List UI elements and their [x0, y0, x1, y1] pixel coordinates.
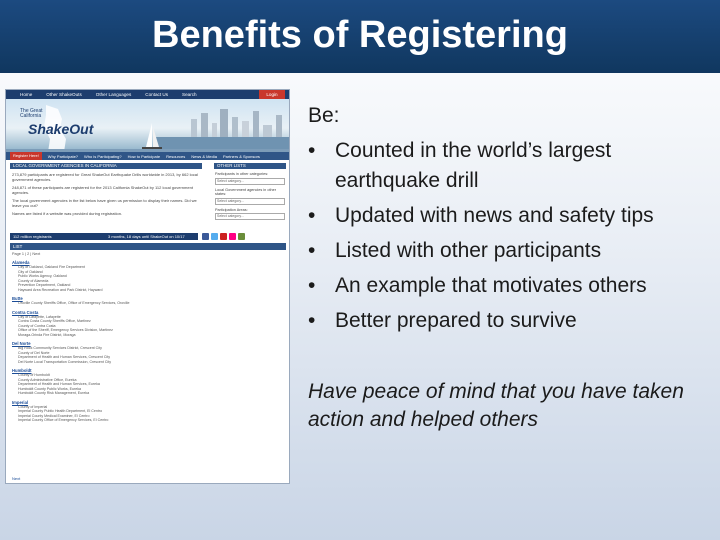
benefit-item	[308, 236, 708, 266]
group-alameda[interactable]: Alameda	[12, 260, 30, 265]
site-top-nav	[6, 90, 289, 99]
list-item[interactable]: Big Rock Community Services District, Crescent City	[18, 346, 102, 350]
benefit-text: An example that motivates others	[335, 274, 647, 297]
agency-list	[12, 252, 286, 423]
list-item[interactable]: City of Lafayette, Lafayette	[18, 314, 61, 319]
other-lists-panel	[214, 163, 286, 221]
partners-sponsors-link[interactable]: Partners & Sponsors	[223, 153, 260, 159]
list-item[interactable]: County of Humboldt	[18, 373, 50, 377]
benefit-text: Updated with news and safety tips	[335, 204, 654, 227]
list-heading: LIST	[10, 243, 286, 250]
section-text-3: The local government agencies in the list below have given us permission to display their names. Did we leave you out?	[12, 198, 197, 208]
site-banner	[6, 99, 289, 152]
list-item[interactable]: Imperial County Public Health Department, El Centro	[18, 409, 103, 413]
benefit-text: Better prepared to survive	[335, 309, 577, 332]
side-label-2: Local Government agencies in other states:	[215, 187, 276, 197]
section-heading: LOCAL GOVERNMENT AGENCIES IN CALIFORNIA	[10, 163, 202, 169]
group-del-norte[interactable]: Del Norte	[12, 341, 31, 346]
list-item[interactable]: County of Alameda	[18, 278, 49, 283]
bullet-icon: •	[308, 239, 316, 262]
site-sub-nav	[6, 152, 289, 160]
bullet-icon: •	[308, 139, 316, 162]
group-humboldt[interactable]: Humboldt	[12, 368, 32, 373]
who-participating-link[interactable]: Who is Participating?	[84, 153, 122, 159]
slide-title: Benefits of Registering	[152, 14, 568, 56]
list-item[interactable]: City of Oakland	[18, 269, 43, 274]
title-bar	[0, 0, 720, 73]
group-butte[interactable]: Butte	[12, 296, 23, 301]
list-item[interactable]: Imperial County Medical Examiner, El Centro	[18, 413, 90, 418]
list-item[interactable]: County Administrative Office, Eureka	[18, 377, 77, 382]
how-to-participate-link[interactable]: How to Participate	[127, 153, 161, 159]
nav-search[interactable]: Search	[182, 92, 197, 97]
logo-small-text: The Great California	[20, 108, 43, 119]
news-media-link[interactable]: News & Media	[191, 153, 217, 159]
resources-link[interactable]: Resources	[166, 153, 186, 159]
list-item[interactable]: Oroville County Sheriffs Office, Office of Emergency Services, Oroville	[18, 301, 130, 305]
nav-other-languages[interactable]: Other Languages	[95, 92, 132, 97]
section-text-2: 248,871 of these participants are registered for the 2013 California ShakeOut by 112 local government agencies.	[12, 185, 193, 195]
nav-other-shakeouts[interactable]: Other ShakeOuts	[46, 92, 82, 97]
list-item[interactable]: Humboldt County Risk Management, Eureka	[18, 391, 90, 395]
group-contra-costa[interactable]: Contra Costa	[12, 309, 39, 315]
bullet-icon: •	[308, 274, 316, 297]
flickr-icon[interactable]	[229, 233, 236, 240]
benefit-item	[308, 136, 708, 196]
list-item[interactable]: Office of the Sheriff, Emergency Services Division, Martinez	[18, 328, 113, 332]
list-item[interactable]: Imperial County Office of Emergency Services, El Centro	[18, 418, 109, 422]
pagination[interactable]: Page 1 | 2 | Next	[12, 252, 41, 256]
category-select-3[interactable]: Select category...	[215, 213, 285, 220]
twitter-icon[interactable]	[211, 233, 218, 240]
list-item[interactable]: Contra Costa County Sheriffs Office, Martinez	[18, 319, 91, 323]
site-footer-next[interactable]: Next	[12, 476, 21, 481]
why-participate-link[interactable]: Why Participate?	[47, 153, 79, 159]
registrants-count: 112 million registrants	[13, 234, 52, 239]
benefit-item	[308, 306, 708, 336]
group-imperial[interactable]: Imperial	[12, 399, 29, 405]
benefit-item	[308, 271, 708, 301]
nav-home[interactable]: Home	[20, 92, 33, 97]
login-button[interactable]: Login	[259, 90, 285, 99]
list-item[interactable]: County of Contra Costa	[18, 323, 56, 328]
list-item[interactable]: County of Del Norte	[18, 350, 50, 355]
facebook-icon[interactable]	[202, 233, 209, 240]
list-item[interactable]: Moraga-Orinda Fire District, Moraga	[18, 332, 76, 337]
bullet-icon: •	[308, 309, 316, 332]
benefit-text: Counted in the world’s largest earthquake drill	[335, 139, 612, 192]
closing-statement: Have peace of mind that you have taken action and helped others	[308, 380, 684, 431]
countdown-text: 3 months, 18 days until ShakeOut on 10/17	[108, 234, 185, 239]
category-select-2[interactable]: Select category...	[215, 198, 285, 205]
other-lists-heading: OTHER LISTS	[214, 163, 286, 169]
section-text-1: 273,879 participants are registered for Great ShakeOut Earthquake Drills worldwide in 2013, by 662 local government agencies.	[12, 172, 198, 182]
list-item[interactable]: Del Norte Local Transportation Commission, Crescent City	[18, 359, 112, 364]
side-label-1: Participants in other categories:	[215, 172, 269, 176]
list-item[interactable]: City of Oakland, Oakland Fire Department	[18, 265, 85, 269]
section-text-4: Names are listed if a website was provided during registration.	[12, 211, 123, 216]
website-screenshot	[5, 89, 290, 484]
list-item[interactable]: Public Works Agency, Oakland	[18, 274, 67, 278]
side-label-3: Participation Areas:	[215, 207, 248, 212]
benefit-text: Listed with other participants	[335, 239, 602, 262]
benefit-item	[308, 201, 708, 231]
social-icons	[202, 233, 245, 240]
list-item[interactable]: Department of Health and Human Services, Crescent City	[18, 355, 111, 359]
share-icon[interactable]	[238, 233, 245, 240]
countdown-bar	[10, 233, 198, 240]
category-select-1[interactable]: Select category...	[215, 178, 285, 185]
list-item[interactable]: Prevention Department, Oakland	[18, 283, 71, 287]
intro-text: Be:	[308, 104, 340, 127]
list-item[interactable]: Hayward Area Recreation and Park District, Hayward	[18, 287, 103, 292]
list-item[interactable]: Department of Health and Human Services, Eureka	[18, 382, 100, 386]
youtube-icon[interactable]	[220, 233, 227, 240]
list-item[interactable]: County of Imperial	[18, 404, 48, 409]
register-here-link[interactable]: Register Here!	[10, 152, 42, 160]
bullet-icon: •	[308, 204, 316, 227]
benefits-list	[308, 136, 708, 336]
shakeout-logo[interactable]: ShakeOut	[28, 121, 94, 137]
benefits-content	[308, 104, 708, 341]
list-item[interactable]: Humboldt County Public Works, Eureka	[18, 386, 82, 391]
site-main-section	[10, 163, 202, 219]
nav-contact-us[interactable]: Contact Us	[145, 92, 169, 97]
